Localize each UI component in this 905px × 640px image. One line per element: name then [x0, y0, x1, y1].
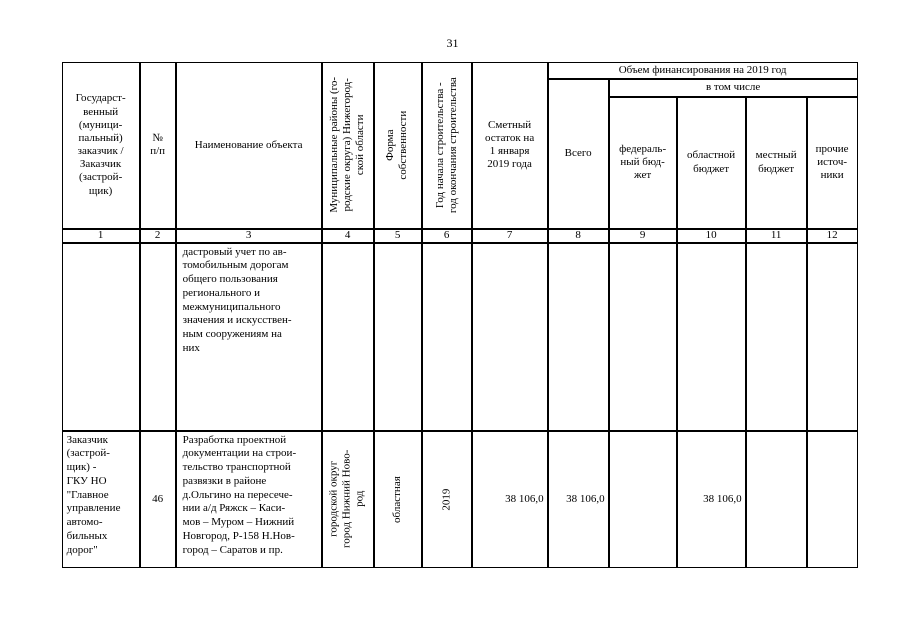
header-financing	[548, 62, 858, 79]
row2-local	[746, 431, 807, 568]
row2-object-name: Разработка проектной документации на строи- тельство транспортной развязки в районе д.Ольгино на пересече- нии а/д Ряжск – Каси- мов – Муром – Нижний Новгород, Р-158 Н.Нов- город – Саратов и пр.	[176, 431, 322, 568]
header-number-text: № п/п	[150, 131, 166, 158]
row2-customer: Заказчик (застрой- щик) - ГКУ НО "Главное управление автомо- бильных дорог"	[62, 431, 140, 568]
row1-local	[746, 243, 807, 431]
row2-district-vertical	[328, 450, 368, 548]
header-district-line1: Муниципальные районы (го-	[327, 77, 340, 213]
header-number	[140, 62, 176, 229]
row1-ownership	[374, 243, 422, 431]
row2-district	[322, 431, 374, 568]
colnum-2: 2	[140, 229, 176, 243]
colnum-12: 12	[807, 229, 858, 243]
row1-remainder	[472, 243, 548, 431]
row1-district	[322, 243, 374, 431]
header-object-name	[176, 62, 322, 229]
colnum-8: 8	[548, 229, 609, 243]
header-ownership-line1: Форма	[384, 129, 397, 161]
row2-remainder	[472, 431, 548, 568]
header-total-text: Всего	[564, 147, 592, 160]
row2-number-text: 46	[152, 492, 164, 505]
row2-total-text: 38 106,0	[566, 492, 605, 505]
header-customer-text: Государст- венный (муници- пальный) заказчик / Заказчик (застрой- щик)	[75, 92, 126, 197]
header-years-line2: год окончания строительства	[446, 77, 459, 214]
colnum-7: 7	[472, 229, 548, 243]
header-ownership-line2: собственности	[397, 110, 410, 180]
header-total	[548, 79, 609, 229]
header-customer	[62, 62, 140, 229]
row1-regional	[677, 243, 746, 431]
row2-regional-text: 38 106,0	[703, 492, 742, 505]
row2-total	[548, 431, 609, 568]
row1-object-name: дастровый учет по ав- томобильным дорогам общего пользования регионального и межмуниципального значения и искусствен- ным сооружениям на них	[176, 243, 322, 431]
row2-district-line1: городской округ	[327, 461, 340, 538]
header-district	[322, 62, 374, 229]
header-local	[746, 97, 807, 229]
row2-district-line2: город Нижний Ново-	[341, 449, 354, 549]
header-local-text: местный бюджет	[755, 149, 797, 175]
row1-number	[140, 243, 176, 431]
header-remainder	[472, 62, 548, 229]
header-years-vertical	[433, 77, 459, 213]
row2-year	[422, 431, 472, 568]
row2-ownership	[374, 431, 422, 568]
header-district-vertical	[328, 77, 368, 213]
header-remainder-text: Сметный остаток на 1 января 2019 года	[484, 118, 535, 171]
row1-total	[548, 243, 609, 431]
colnum-1: 1	[62, 229, 140, 243]
row1-federal	[609, 243, 677, 431]
header-ownership	[374, 62, 422, 229]
header-financing-text: Объем финансирования на 2019 год	[618, 63, 787, 76]
header-including	[609, 79, 858, 97]
header-other-text: прочие источ- ники	[815, 142, 849, 182]
colnum-11: 11	[746, 229, 807, 243]
row2-federal	[609, 431, 677, 568]
colnum-4: 4	[322, 229, 374, 243]
financing-table	[62, 62, 858, 568]
page-number: 31	[446, 36, 459, 50]
row2-number	[140, 431, 176, 568]
header-federal-text: федераль- ный бюд- жет	[619, 142, 667, 182]
header-years-line1: Год начала строительства -	[433, 82, 446, 209]
header-regional-text: областной бюджет	[687, 149, 736, 175]
row1-customer	[62, 243, 140, 431]
colnum-3: 3	[176, 229, 322, 243]
header-regional	[677, 97, 746, 229]
header-object-name-text: Наименование объекта	[194, 138, 303, 151]
row1-other	[807, 243, 858, 431]
row2-regional	[677, 431, 746, 568]
header-district-line3: ской области	[354, 114, 367, 176]
row1-year	[422, 243, 472, 431]
header-district-line2: родские округа) Нижегород-	[341, 78, 354, 212]
row2-year-text: 2019	[440, 488, 453, 511]
header-other	[807, 97, 858, 229]
row2-district-line3: род	[354, 490, 367, 508]
colnum-10: 10	[677, 229, 746, 243]
header-including-text: в том числе	[705, 81, 761, 94]
colnum-5: 5	[374, 229, 422, 243]
colnum-6: 6	[422, 229, 472, 243]
row2-remainder-text: 38 106,0	[505, 492, 544, 505]
row2-ownership-text: областная	[391, 475, 404, 523]
colnum-9: 9	[609, 229, 677, 243]
row2-other	[807, 431, 858, 568]
header-years	[422, 62, 472, 229]
header-federal	[609, 97, 677, 229]
header-ownership-vertical	[384, 111, 410, 180]
